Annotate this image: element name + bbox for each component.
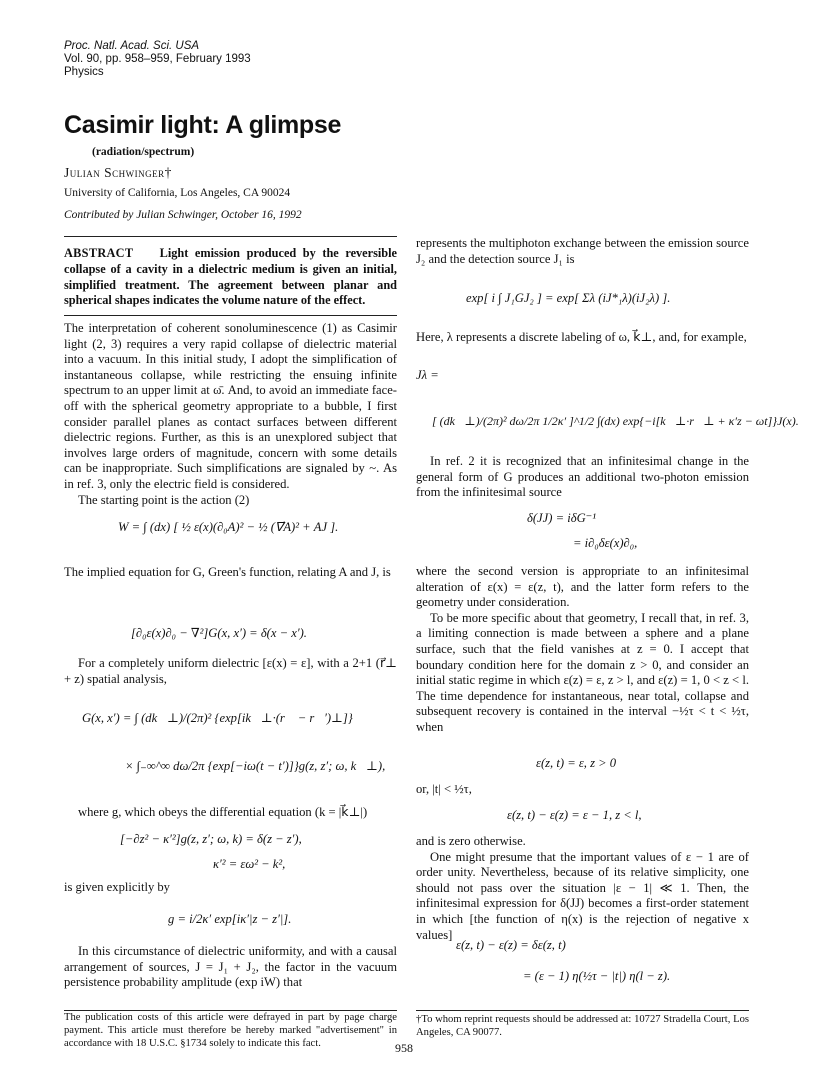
equation-text: [∂₀ε(x)∂₀ − ∇²]G(x, x′) = δ(x − x′).: [131, 626, 307, 640]
right-column: [416, 782, 749, 798]
equation-text: W = ∫ (dx) [ ½ ε(x)(∂₀A)² − ½ (∇⃗A)² + AJ ].: [118, 520, 339, 534]
paragraph: Here, λ represents a discrete labeling of ω, k⃗⊥, and, for example,: [416, 330, 747, 344]
paper-title: Casimir light: A glimpse: [64, 111, 342, 139]
left-column: [64, 944, 397, 991]
equation-deps2: [523, 969, 670, 984]
equation-text: G(x, x′) = ∫ (dk⃗⊥)/(2π)² {exp[ik⃗⊥·(r⃗ − r⃗′)⊥]}: [82, 711, 353, 725]
footnote-right: †To whom reprint requests should be addressed at: 10727 Stradella Court, Los Angeles, CA 90077.: [416, 1014, 749, 1038]
paragraph: In this circumstance of dielectric uniformity, and with a causal arrangement of sources, J = J₁ + J₂, the factor in the vacuum persistence probability amplitude (exp iW) that: [64, 944, 397, 990]
equation-text: = i∂₀δε(x)∂₀,: [573, 536, 638, 550]
paragraph: or, |t| < ½τ,: [416, 782, 472, 796]
paragraph: where the second version is appropriate to an infinitesimal alteration of ε(x) = ε(z, t), and the latter form refers to the geometry under consideration.: [416, 564, 749, 610]
equation-jlambda: [432, 414, 799, 429]
paragraph: The interpretation of coherent sonoluminescence (1) as Casimir light (2, 3) requires a very rapid collapse of dielectric material into a vacuum. In this initial study, I adopt the simplification of instantaneous collapse, while restricting the ensuing infinite spectrum to an upper limit at ω̄. And, to avoid an immediate face-off with the spherical geometry appropriate to a bubble, I first consider parallel planes as contact surfaces between different dielectric regions. Further, as this is an unexplored subject that involves large orders of magnitude, concern with some details can be inappropriate. Such simplifications are signaled by ~. As in ref. 3, only the electric field is considered.: [64, 321, 397, 491]
equation-jlambda-lhs: [416, 368, 439, 383]
equation-text: g = i/2κ′ exp[iκ′|z − z′|].: [168, 912, 292, 926]
equation-text: δ(JJ) = iδG⁻¹: [527, 511, 597, 525]
paragraph: represents the multiphoton exchange between the emission source J₂ and the detection source J₁ is: [416, 236, 749, 266]
abstract-label: ABSTRACT: [64, 246, 134, 260]
footnote-rule: [416, 1010, 749, 1011]
left-column: [64, 565, 397, 581]
equation-kappa: [213, 857, 285, 872]
equation-text: ε(z, t) − ε(z) = ε − 1, z < l,: [507, 808, 642, 822]
page-number: 958: [395, 1041, 413, 1055]
left-column: [64, 321, 397, 508]
equation-deps1: [456, 938, 566, 953]
paragraph: is given explicitly by: [64, 880, 170, 894]
abstract: [64, 246, 397, 309]
equation-g-explicit: [168, 912, 291, 927]
equation-text: exp[ i ∫ J₁GJ₂ ] = exp[ Σλ (iJ*₁λ)(iJ₂λ) ].: [466, 291, 671, 305]
paragraph: The starting point is the action (2): [78, 492, 250, 507]
left-column: [64, 805, 397, 821]
volume-line: Vol. 90, pp. 958–959, February 1993: [64, 53, 251, 65]
paragraph: and is zero otherwise.: [416, 834, 526, 848]
journal-name: Proc. Natl. Acad. Sci. USA: [64, 40, 200, 52]
left-column: [64, 656, 397, 687]
equation-action: [118, 519, 338, 535]
keywords: (radiation/spectrum): [92, 146, 195, 158]
equation-g-diff: [120, 832, 302, 847]
equation-eps1: [536, 756, 616, 771]
right-column: [416, 564, 749, 736]
equation-gx-line1: [82, 710, 353, 726]
right-column: [416, 834, 749, 943]
right-column: [416, 330, 749, 346]
equation-text: [−∂z² − κ′²]g(z, z′; ω, k) = δ(z − z′),: [120, 832, 302, 846]
abstract-top-rule: [64, 236, 397, 237]
equation-exp: [466, 291, 670, 306]
right-column: [416, 236, 749, 267]
affiliation: University of California, Los Angeles, CA 90024: [64, 187, 291, 199]
right-column: [416, 454, 749, 501]
equation-text: κ′² = εω² − k²,: [213, 857, 286, 871]
paragraph: In ref. 2 it is recognized that an infinitesimal change in the general form of G produces an additional two-photon emission from the infinitesimal source: [416, 454, 749, 500]
paragraph: One might presume that the important values of ε − 1 are of order unity. Nevertheless, because of its relative simplicity, one should not pass over the situation |ε − 1| ≪ 1. Then, the infinitesimal expression for δ(JJ) becomes a first-order statement in which [the function of η(x) is the rejection of negative x values]: [416, 849, 749, 942]
equation-text: × ∫₋∞^∞ dω/2π {exp[−iω(t − t′)]}g(z, z′; ω, k⃗⊥),: [125, 759, 386, 773]
left-column: [64, 880, 397, 896]
equation-delta-jj: [527, 510, 596, 526]
equation-eps2: [507, 808, 642, 823]
contributed-line: Contributed by Julian Schwinger, October 16, 1992: [64, 209, 302, 221]
equation-delta-jj-2: [573, 536, 637, 551]
equation-text: ε(z, t) − ε(z) = δε(z, t): [456, 938, 566, 952]
paragraph: For a completely uniform dielectric [ε(x) = ε], with a 2+1 (r⃗⊥ + z) spatial analysis,: [64, 656, 397, 686]
equation-text: Jλ =: [416, 368, 439, 382]
paragraph: To be more specific about that geometry, I recall that, in ref. 3, a limiting connection is made between a sphere and a plane surface, such that the field vanishes at z = 0. I accept that boundary condition here for the domain z > 0, and consider an initial static regime in which ε(z) = ε, z > l, and ε(z) = 1, 0 < z < l. The time dependence for instantaneous, near total, collapse and subsequent recovery is contained in the interval −½τ < t < ½τ, when: [416, 610, 749, 734]
paragraph: The implied equation for G, Green's function, relating A and J, is: [64, 565, 391, 579]
journal-header: [64, 40, 251, 79]
abstract-bottom-rule: [64, 315, 397, 316]
footnote-left: The publication costs of this article were defrayed in part by page charge payment. This article must therefore be hereby marked "advertisement" in accordance with 18 U.S.C. §1734 solely to indicate this fact.: [64, 1012, 397, 1049]
abstract-text: Light emission produced by the reversible collapse of a cavity in a dielectric medium is given an initial, simplified treatment. The agreement between planar and spherical shapes indicates the volume nature of the effect.: [64, 246, 398, 308]
paragraph: where g, which obeys the differential equation (k = |k⃗⊥|): [78, 805, 368, 819]
equation-gx-line2: [125, 758, 385, 774]
equation-text: [ (dk⃗⊥)/(2π)² dω/2π 1/2κ′ ]^1/2 ∫(dx) exp{−i[k⃗⊥·r⃗⊥ + κ′z − ωt]}J(x).: [432, 414, 799, 428]
equation-green: [131, 625, 307, 641]
equation-text: = (ε − 1) η(½τ − |t|) η(l − z).: [523, 969, 671, 983]
author: Julian Schwinger†: [64, 165, 172, 180]
equation-text: ε(z, t) = ε, z > 0: [536, 756, 617, 770]
section-label: Physics: [64, 66, 104, 78]
